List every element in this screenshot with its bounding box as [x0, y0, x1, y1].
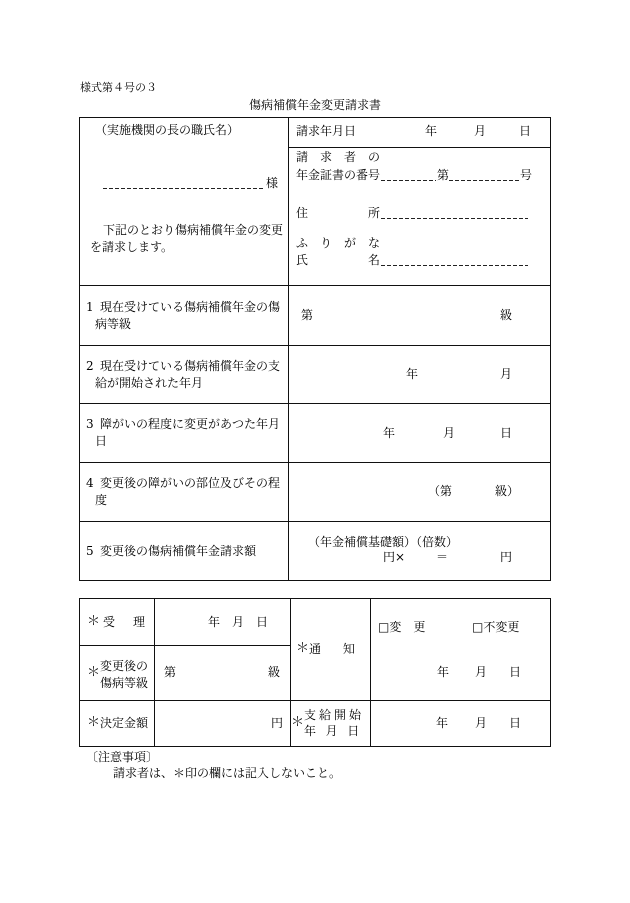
office-table-column-divider [154, 598, 155, 746]
office-use-mark: ＊ [87, 614, 101, 629]
office-table-row-divider [79, 645, 290, 646]
certificate-number-underline [449, 180, 520, 181]
item-2-number: 2 [86, 358, 94, 373]
item-5-yen: 円 [500, 550, 513, 564]
request-statement: 下記のとおり傷病補償年金の変更を請求します。 [90, 223, 284, 254]
payment-start-label-line1: 支給開始 [304, 708, 365, 722]
request-date-label: 請求年月日 [296, 124, 357, 138]
item-1-label: 現在受けている傷病補償年金の傷病等級 [95, 299, 281, 331]
item-3-number: 3 [86, 417, 94, 431]
notice-changed-checkbox: □変 更 [378, 620, 426, 634]
item-4-number: 4 [86, 476, 94, 490]
item-3-label-block [86, 416, 282, 450]
changed-grade-dai: 第 [164, 665, 177, 679]
certificate-go: 号 [520, 168, 533, 182]
main-table-column-divider [288, 117, 289, 580]
notice-label: 通 知 [309, 642, 355, 656]
item-3-year: 年 [383, 426, 396, 440]
item-4-grade-open: （第 [428, 484, 453, 498]
payment-start-month: 月 [475, 716, 488, 730]
notes-heading: 〔注意事項〕 [86, 750, 159, 764]
item-1-label-cell [80, 286, 287, 345]
payment-start-year: 年 [436, 716, 449, 730]
office-use-mark: ＊ [296, 641, 310, 656]
name-underline [381, 265, 528, 266]
item-4-label-block [86, 475, 282, 509]
item-3-day: 日 [500, 426, 513, 440]
name-label: 氏 名 [296, 253, 381, 267]
payment-start-day: 日 [509, 716, 522, 730]
receipt-label: 受 理 [103, 615, 144, 629]
item-3-month: 月 [443, 426, 456, 440]
request-date-year: 年 [425, 124, 438, 138]
item-5-label: 変更後の傷病補償年金請求額 [100, 543, 257, 558]
furigana-label: ふ り が な [296, 236, 381, 250]
notice-year: 年 [437, 665, 450, 679]
certificate-number-label: 年金証書の番号 [296, 168, 381, 182]
item-4-label: 変更後の障がいの部位及びその程度 [95, 476, 281, 507]
request-date-row-divider [288, 147, 550, 148]
form-title: 傷病補償年金変更請求書 [248, 98, 381, 112]
certificate-dai: 第 [437, 168, 450, 182]
request-date-month: 月 [474, 124, 487, 138]
item-4-label-cell [80, 463, 287, 521]
item-4-grade-close: 級） [495, 484, 520, 498]
notice-unchanged-checkbox: □不変更 [472, 620, 520, 634]
addressee-underline [103, 188, 265, 189]
item-2-label-block [86, 358, 282, 392]
office-use-mark: ＊ [87, 665, 101, 680]
item-5-equals: ＝ [436, 550, 449, 564]
address-label: 住 所 [296, 206, 381, 220]
addressee-honorific: 様 [266, 176, 279, 190]
office-table-column-divider [370, 598, 371, 746]
office-use-mark: ＊ [291, 715, 305, 730]
item-3-label: 障がいの程度に変更があつた年月日 [95, 417, 281, 448]
office-use-mark: ＊ [87, 715, 101, 730]
notes-text: 請求者は、＊印の欄には記入しないこと。 [113, 766, 342, 780]
office-table-row-divider [79, 700, 550, 701]
item-3-label-cell [80, 404, 287, 462]
item-2-label-cell [80, 346, 287, 403]
request-date-day: 日 [519, 124, 532, 138]
item-5-label-block [86, 543, 282, 560]
address-underline [381, 218, 528, 219]
notice-day: 日 [509, 665, 522, 679]
payment-start-label-line2: 年 月 日 [304, 724, 359, 738]
decided-amount-label: 決定金額 [100, 716, 149, 730]
decided-amount-yen: 円 [271, 716, 284, 730]
changed-grade-kyu: 級 [268, 665, 281, 679]
item-1-label-block [86, 299, 282, 333]
addressee-label: （実施機関の長の職氏名） [95, 123, 240, 137]
item-1-kyu: 級 [500, 308, 513, 322]
claimant-label: 請 求 者 の [296, 150, 381, 164]
item-5-label-cell [80, 522, 287, 580]
item-5-yen-times: 円× [383, 550, 406, 564]
item-2-month: 月 [500, 367, 513, 381]
item-5-formula-header: （年金補償基礎額）（倍数） [308, 535, 459, 549]
item-2-year: 年 [406, 367, 419, 381]
item-1-dai: 第 [301, 308, 314, 322]
changed-grade-label: 変更後の傷病等級 [100, 659, 149, 690]
certificate-number-underline [381, 180, 436, 181]
notice-month: 月 [475, 665, 488, 679]
item-2-label: 現在受けている傷病補償年金の支給が開始された年月 [95, 358, 281, 390]
item-5-number: 5 [86, 543, 94, 558]
form-number: 様式第４号の３ [80, 81, 157, 94]
receipt-date: 年 月 日 [208, 615, 269, 629]
item-1-number: 1 [86, 299, 94, 314]
